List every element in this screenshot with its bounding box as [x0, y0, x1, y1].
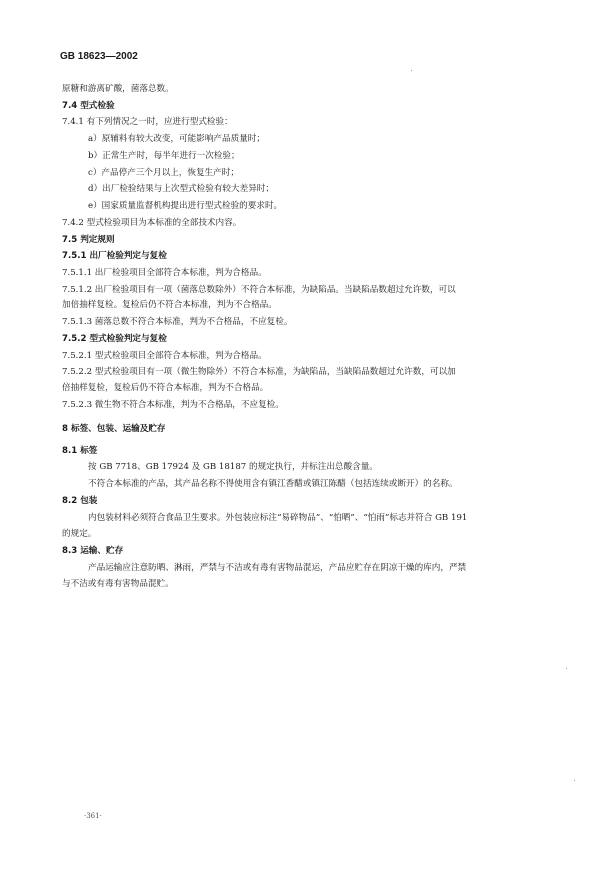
- text-line: 7.5.1.2 出厂检验项目有一项（菌落总数除外）不符合本标准，为缺陷品。当缺陷品数超过允许数，可以: [62, 285, 456, 295]
- chapter-heading-8: 8 标签、包装、运输及贮存: [62, 424, 166, 434]
- list-item: c）产品停产三个月以上，恢复生产时；: [88, 168, 239, 178]
- list-item: d）出厂检验结果与上次型式检验有较大差异时；: [88, 184, 274, 194]
- text-line: 内包装材料必须符合食品卫生要求。外包装应标注“易碎物品”、“怕晒”、“怕雨”标志并符合 GB 191: [88, 513, 468, 523]
- text-line: 7.5.2.2 型式检验项目有一项（微生物除外）不符合本标准，为缺陷品，当缺陷品数超过允许数，可以加: [62, 367, 456, 377]
- text-line: 7.5.1.3 菌落总数不符合本标准，判为不合格品，不应复检。: [62, 317, 293, 327]
- section-heading-7-4: 7.4 型式检验: [62, 101, 115, 111]
- text-line: 的规定。: [62, 529, 97, 539]
- subsection-heading-7-5-2: 7.5.2 型式检验判定与复检: [62, 334, 167, 344]
- scan-speck: [566, 668, 567, 669]
- list-item: b）正常生产时，每半年进行一次检验；: [88, 151, 240, 161]
- page-number: ·361·: [84, 812, 102, 820]
- subsection-heading-7-5-1: 7.5.1 出厂检验判定与复检: [62, 251, 167, 261]
- text-line: 倍抽样复检，复检后仍不符合本标准，判为不合格品。: [62, 383, 269, 393]
- text-line: 不符合本标准的产品，其产品名称不得使用含有镇江香醋或镇江陈醋（包括连续或断开）的名称。: [88, 479, 458, 489]
- text-line: 按 GB 7718、GB 17924 及 GB 18187 的规定执行，并标注出总酸含量。: [88, 462, 378, 472]
- section-heading-8-3: 8.3 运输、贮存: [62, 546, 124, 556]
- text-line: 7.5.2.3 微生物不符合本标准，判为不合格品，不应复检。: [62, 400, 284, 410]
- list-item: a）原辅料有较大改变，可能影响产品质量时；: [88, 134, 265, 144]
- text-line: 7.5.1.1 出厂检验项目全部符合本标准，判为合格品。: [62, 268, 267, 278]
- list-item: e）国家质量监督机构提出进行型式检验的要求时。: [88, 201, 283, 211]
- text-line: 7.4.2 型式检验项目为本标准的全部技术内容。: [62, 218, 242, 228]
- section-heading-8-1: 8.1 标签: [62, 446, 98, 456]
- scan-speck: [574, 780, 575, 781]
- text-line: 原糖和游离矿酸，菌落总数。: [62, 84, 174, 94]
- text-line: 产品运输应注意防晒、淋雨，严禁与不洁或有毒有害物品混运，产品应贮存在阴凉干燥的库内，严禁: [88, 563, 467, 573]
- standard-number-header: GB 18623—2002: [60, 51, 138, 62]
- section-heading-7-5: 7.5 判定规则: [62, 235, 115, 245]
- text-line: 7.4.1 有下列情况之一时，应进行型式检验：: [62, 117, 233, 127]
- text-line: 与不洁或有毒有害物品混贮。: [62, 579, 174, 589]
- section-heading-8-2: 8.2 包装: [62, 496, 98, 506]
- scan-speck: [411, 70, 412, 71]
- text-line: 加倍抽样复检。复检后仍不符合本标准，判为不合格品。: [62, 300, 277, 310]
- text-line: 7.5.2.1 型式检验项目全部符合本标准，判为合格品。: [62, 351, 267, 361]
